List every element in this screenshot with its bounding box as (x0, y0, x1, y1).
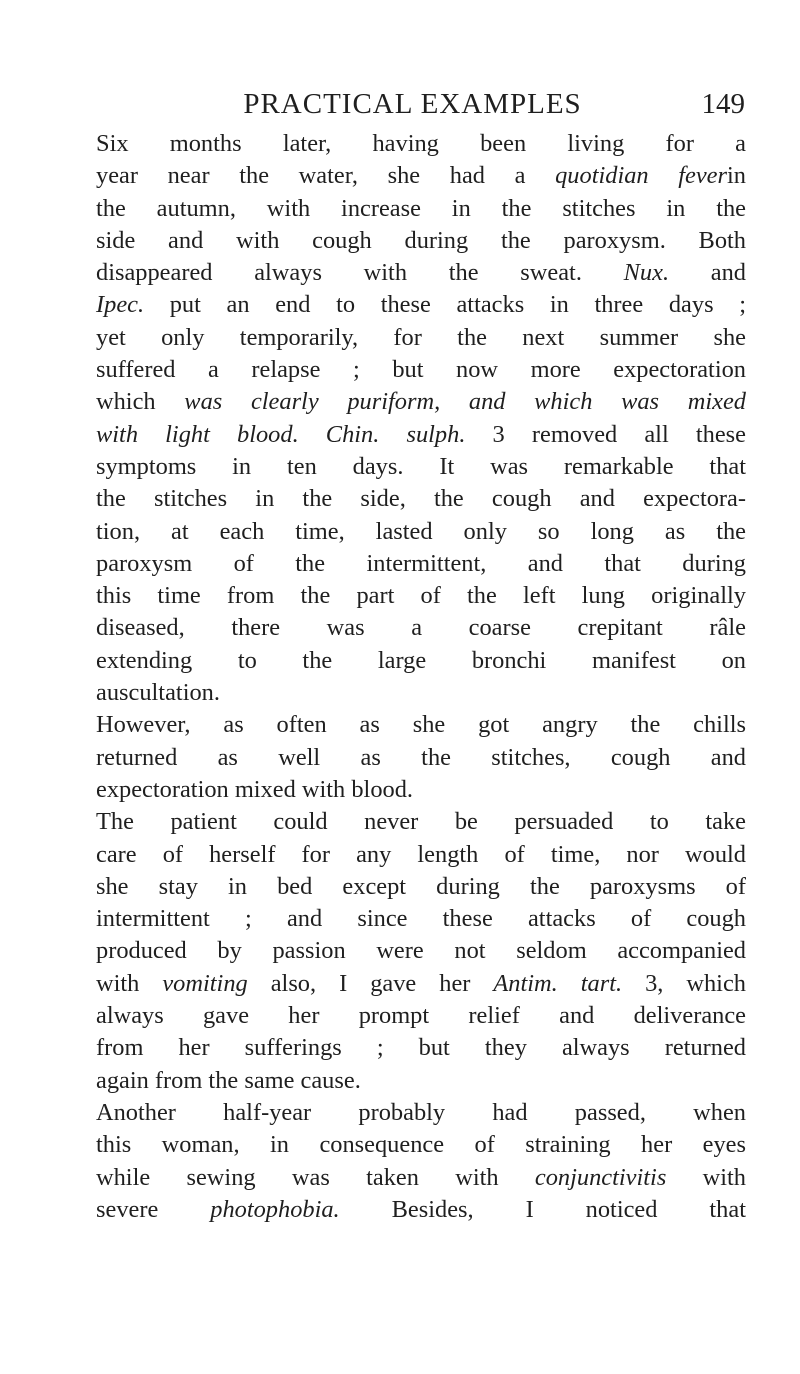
text-segment: Another half-year probably had passed, when (96, 1098, 746, 1126)
italic-text-segment: Ipec. (96, 291, 145, 319)
italic-text-segment: with light blood. Chin. sulph. (96, 420, 466, 448)
text-segment: with (96, 969, 163, 997)
text-line (96, 419, 746, 451)
text-segment: with (666, 1163, 746, 1191)
italic-text-segment: Antim. tart. (493, 969, 623, 997)
italic-text-segment: quotidian fever (555, 162, 728, 190)
text-line (96, 386, 746, 418)
text-segment: intermittent ; and since these attacks of cough (96, 905, 746, 933)
italic-text-segment: conjunctivitis (534, 1163, 667, 1191)
text-segment: again from the same cause. (96, 1066, 361, 1094)
text-line (96, 451, 746, 483)
text-segment: yet only temporarily, for the next summer she (96, 323, 746, 351)
text-segment: symptoms in ten days. It was remarkable that (96, 452, 746, 480)
text-segment: disappeared always with the sweat. (96, 259, 624, 287)
text-line (96, 257, 746, 289)
text-segment: which (96, 388, 185, 416)
text-line (96, 1065, 746, 1097)
text-line (96, 193, 746, 225)
text-segment: 3, which (622, 969, 746, 997)
text-line (96, 128, 746, 160)
running-head (80, 84, 745, 124)
text-line (96, 871, 746, 903)
text-segment: side and with cough during the paroxysm. Both (96, 226, 746, 254)
text-segment: Six months later, having been living for a (96, 130, 746, 157)
text-line (96, 1097, 746, 1129)
text-line (96, 1194, 746, 1226)
text-segment: this time from the part of the left lung originally (96, 582, 746, 610)
text-segment: 3 removed all these (465, 420, 746, 448)
text-line (96, 1000, 746, 1032)
text-line (96, 354, 746, 386)
italic-text-segment: vomiting (162, 969, 248, 997)
italic-text-segment: was clearly puriform, and which was mixed (184, 388, 746, 416)
text-segment: However, as often as she got angry the chills (96, 711, 746, 739)
text-segment: The patient could never be persuaded to take (96, 808, 746, 836)
running-title: PRACTICAL EXAMPLES (243, 88, 582, 120)
text-segment: paroxysm of the intermittent, and that during (96, 549, 746, 577)
text-segment: severe (96, 1195, 211, 1223)
text-segment: Besides, I noticed that (339, 1195, 746, 1223)
text-segment: while sewing was taken with (96, 1163, 535, 1191)
text-segment: and (669, 259, 746, 287)
text-segment: she stay in bed except during the paroxysms of (96, 872, 746, 900)
text-segment: this woman, in consequence of straining her eyes (96, 1131, 746, 1159)
text-segment: also, I gave her (247, 969, 494, 997)
body-text (96, 128, 746, 1226)
text-line (96, 645, 746, 677)
text-segment: suffered a relapse ; but now more expectoration (96, 356, 746, 384)
text-segment: diseased, there was a coarse crepitant râle (96, 614, 746, 642)
text-segment: extending to the large bronchi manifest on (96, 646, 746, 674)
text-segment: care of herself for any length of time, nor would (96, 840, 746, 868)
text-segment: from her sufferings ; but they always returned (96, 1034, 746, 1062)
text-segment: tion, at each time, lasted only so long as the (96, 517, 746, 545)
text-line (96, 1129, 746, 1161)
text-line (96, 289, 746, 321)
text-segment: always gave her prompt relief and deliverance (96, 1002, 746, 1030)
text-line (96, 677, 746, 709)
text-line (96, 839, 746, 871)
text-segment: auscultation. (96, 679, 220, 707)
text-line (96, 612, 746, 644)
italic-text-segment: Nux. (623, 259, 670, 287)
text-line (96, 580, 746, 612)
text-segment: put an end to these attacks in three days ; (144, 291, 746, 319)
text-line (96, 483, 746, 515)
text-line (96, 774, 746, 806)
text-line (96, 1032, 746, 1064)
text-segment: in (727, 162, 746, 190)
text-segment: produced by passion were not seldom accompanied (96, 937, 746, 965)
text-line (96, 968, 746, 1000)
text-segment: expectoration mixed with blood. (96, 775, 414, 803)
text-line (96, 903, 746, 935)
text-segment: the autumn, with increase in the stitches in the (96, 194, 746, 222)
page-number: 149 (701, 88, 745, 120)
italic-text-segment: photophobia. (210, 1195, 340, 1223)
text-segment: returned as well as the stitches, cough and (96, 743, 746, 771)
text-line (96, 709, 746, 741)
text-line (96, 548, 746, 580)
text-line (96, 516, 746, 548)
text-line (96, 806, 746, 838)
text-line (96, 160, 746, 192)
text-line (96, 742, 746, 774)
text-line (96, 1162, 746, 1194)
text-segment: year near the water, she had a (96, 162, 556, 190)
text-line (96, 225, 746, 257)
text-line (96, 322, 746, 354)
text-segment: the stitches in the side, the cough and expectora- (96, 485, 746, 513)
text-line (96, 935, 746, 967)
